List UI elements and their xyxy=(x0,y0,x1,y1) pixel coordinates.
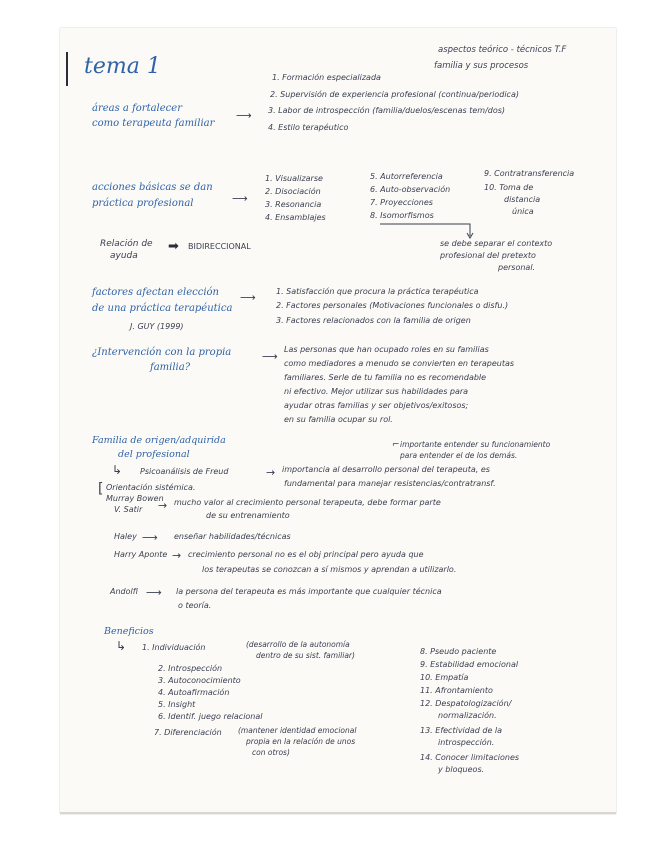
orient-text-2: de su entrenamiento xyxy=(206,511,290,520)
intervencion-heading-2: familia? xyxy=(150,362,191,373)
beneficios-item-7-note-3: con otros) xyxy=(252,748,290,757)
acciones-col1-item-3: 3. Resonancia xyxy=(265,200,322,209)
beneficios-left-item: 5. Insight xyxy=(158,700,196,709)
factores-item-3: 3. Factores relacionados con la familia de origen xyxy=(276,316,471,325)
factores-item-2: 2. Factores personales (Motivaciones funcionales o disfu.) xyxy=(276,301,509,310)
areas-heading-2: como terapeuta familiar xyxy=(92,118,215,129)
intervencion-line-6: en su familia ocupar su rol. xyxy=(284,415,393,424)
familia-aside-2: para entender el de los demás. xyxy=(400,451,518,460)
beneficios-item-7-note-1: (mantener identidad emocional xyxy=(238,726,357,735)
beneficios-item-7-note-2: propia en la relación de unos xyxy=(246,737,356,746)
freud-line-1: importancia al desarrollo personal del terapeuta, es xyxy=(282,465,490,474)
beneficios-right-item: normalización. xyxy=(438,711,497,720)
areas-heading-1: áreas a fortalecer xyxy=(92,103,182,114)
bracket-icon: [ xyxy=(98,481,104,497)
beneficios-item-1: 1. Individuación xyxy=(142,643,206,652)
relacion-value: BIDIRECCIONAL xyxy=(188,242,251,251)
factores-author: J. GUY (1999) xyxy=(130,322,184,331)
relacion-label-2: ayuda xyxy=(110,251,138,261)
beneficios-item-1-note-1: (desarrollo de la autonomía xyxy=(246,640,350,649)
acciones-col3-item-4: única xyxy=(512,207,534,216)
acciones-note-3: personal. xyxy=(498,263,536,272)
acciones-col1-item-1: 1. Visualizarse xyxy=(265,174,323,183)
areas-item-3: 3. Labor de introspección (familia/duelos/escenas tem/dos) xyxy=(268,106,506,115)
factores-item-1: 1. Satisfacción que procura la práctica terapéutica xyxy=(276,287,479,296)
intervencion-line-4: ni efectivo. Mejor utilizar sus habilidades para xyxy=(284,387,469,396)
corner-arrow-icon: ↳ xyxy=(112,463,123,477)
arrow-right-icon: ⟶ xyxy=(146,586,162,599)
beneficios-right-item: 14. Conocer limitaciones xyxy=(420,753,520,762)
beneficios-left-item: 6. Identif. juego relacional xyxy=(158,712,263,721)
beneficios-right-item: 13. Efectividad de la xyxy=(420,726,503,735)
corner-arrow-icon: ↳ xyxy=(116,639,127,653)
arrow-right-icon: ⟶ xyxy=(240,291,256,304)
areas-item-4: 4. Estilo terapéutico xyxy=(268,123,349,132)
harry-line-2: los terapeutas se conozcan a sí mismos y aprendan a utilizarlo. xyxy=(202,565,457,574)
acciones-heading-1: acciones básicas se dan xyxy=(92,182,213,193)
beneficios-right-item: 10. Empatía xyxy=(420,673,469,682)
arrow-right-icon: → xyxy=(158,499,168,512)
beneficios-left-item: 2. Introspección xyxy=(158,664,223,673)
intervencion-line-3: familiares. Serle de tu familia no es recomendable xyxy=(284,373,487,382)
acciones-note-1: se debe separar el contexto xyxy=(440,239,553,248)
intervencion-heading-1: ¿Intervención con la propia xyxy=(92,347,232,358)
acciones-col3-item-1: 9. Contratransferencia xyxy=(484,169,575,178)
intervencion-line-2: como mediadores a menudo se convierten en terapeutas xyxy=(284,359,515,368)
acciones-col2-item-1: 5. Autorreferencia xyxy=(370,172,443,181)
beneficios-right-item: 11. Afrontamiento xyxy=(420,686,493,695)
beneficios-left-item: 4. Autoafirmación xyxy=(158,688,230,697)
arrow-right-icon: ⟶ xyxy=(142,531,158,544)
freud-line-2: fundamental para manejar resistencias/contratransf. xyxy=(284,479,496,488)
acciones-col3-item-2: 10. Toma de xyxy=(484,183,534,192)
arrow-right-icon: ⟶ xyxy=(232,192,248,205)
haley-text: enseñar habilidades/técnicas xyxy=(174,532,291,541)
acciones-col1-item-2: 2. Disociación xyxy=(265,187,321,196)
arrow-right-icon: → xyxy=(172,549,182,562)
freud-label: Psicoanálisis de Freud xyxy=(140,467,229,476)
relacion-label-1: Relación de xyxy=(100,239,153,249)
beneficios-item-7: 7. Diferenciación xyxy=(154,728,222,737)
orient-text-1: mucho valor al crecimiento personal terapeuta, debe formar parte xyxy=(174,498,441,507)
haley-label: Haley xyxy=(114,532,137,541)
acciones-col2-item-4: 8. Isomorfismos xyxy=(370,211,434,220)
acciones-note-2: profesional del pretexto xyxy=(440,251,536,260)
intervencion-line-1: Las personas que han ocupado roles en su familias xyxy=(284,345,489,354)
beneficios-right-item: introspección. xyxy=(438,738,495,747)
arrow-right-icon: → xyxy=(266,466,276,479)
familia-heading-2: del profesional xyxy=(118,449,190,460)
beneficios-heading: Beneficios xyxy=(104,626,154,637)
factores-heading-2: de una práctica terapéutica xyxy=(92,303,233,314)
bracket-arrow-icon: ⌐ xyxy=(392,440,400,450)
andolfi-line-2: o teoría. xyxy=(178,601,212,610)
arrow-right-icon: ⟶ xyxy=(262,350,278,363)
note-top-line-2: familia y sus procesos xyxy=(434,61,529,71)
beneficios-right-item: 9. Estabilidad emocional xyxy=(420,660,519,669)
beneficios-item-1-note-2: dentro de su sist. familiar) xyxy=(256,651,355,660)
andolfi-label: Andolfi xyxy=(110,587,138,596)
beneficios-right-item: 8. Pseudo paciente xyxy=(420,647,497,656)
harry-line-1: crecimiento personal no es el obj principal pero ayuda que xyxy=(188,550,424,559)
harry-label: Harry Aponte xyxy=(114,550,168,559)
factores-heading-1: factores afectan elección xyxy=(92,287,219,298)
familia-aside-1: importante entender su funcionamiento xyxy=(400,440,551,449)
familia-heading-1: Familia de origen/adquirida xyxy=(92,435,226,446)
note-top-line-1: aspectos teórico - técnicos T.F xyxy=(438,45,567,55)
beneficios-right-item: 12. Despatologización/ xyxy=(420,699,512,708)
acciones-col3-item-3: distancia xyxy=(504,195,541,204)
arrow-right-icon: ⟶ xyxy=(236,109,252,122)
acciones-col2-item-2: 6. Auto-observación xyxy=(370,185,451,194)
acciones-col2-item-3: 7. Proyecciones xyxy=(370,198,433,207)
page-title: tema 1 xyxy=(84,54,161,79)
acciones-col1-item-4: 4. Ensamblajes xyxy=(265,213,326,222)
orient-line-1: Orientación sistémica. xyxy=(106,483,196,492)
orient-line-3: V. Satir xyxy=(114,505,143,514)
areas-item-2: 2. Supervisión de experiencia profesional (continua/periodica) xyxy=(270,90,519,99)
beneficios-right-item: y bloqueos. xyxy=(438,765,485,774)
intervencion-line-5: ayudar otras familias y ser objetivos/exitosos; xyxy=(284,401,469,410)
acciones-heading-2: práctica profesional xyxy=(92,198,194,209)
beneficios-left-item: 3. Autoconocimiento xyxy=(158,676,241,685)
bold-arrow-icon: ➡ xyxy=(168,239,179,254)
areas-item-1: 1. Formación especializada xyxy=(272,73,381,82)
andolfi-line-1: la persona del terapeuta es más importante que cualquier técnica xyxy=(176,587,442,596)
orient-line-2: Murray Bowen xyxy=(106,494,164,503)
